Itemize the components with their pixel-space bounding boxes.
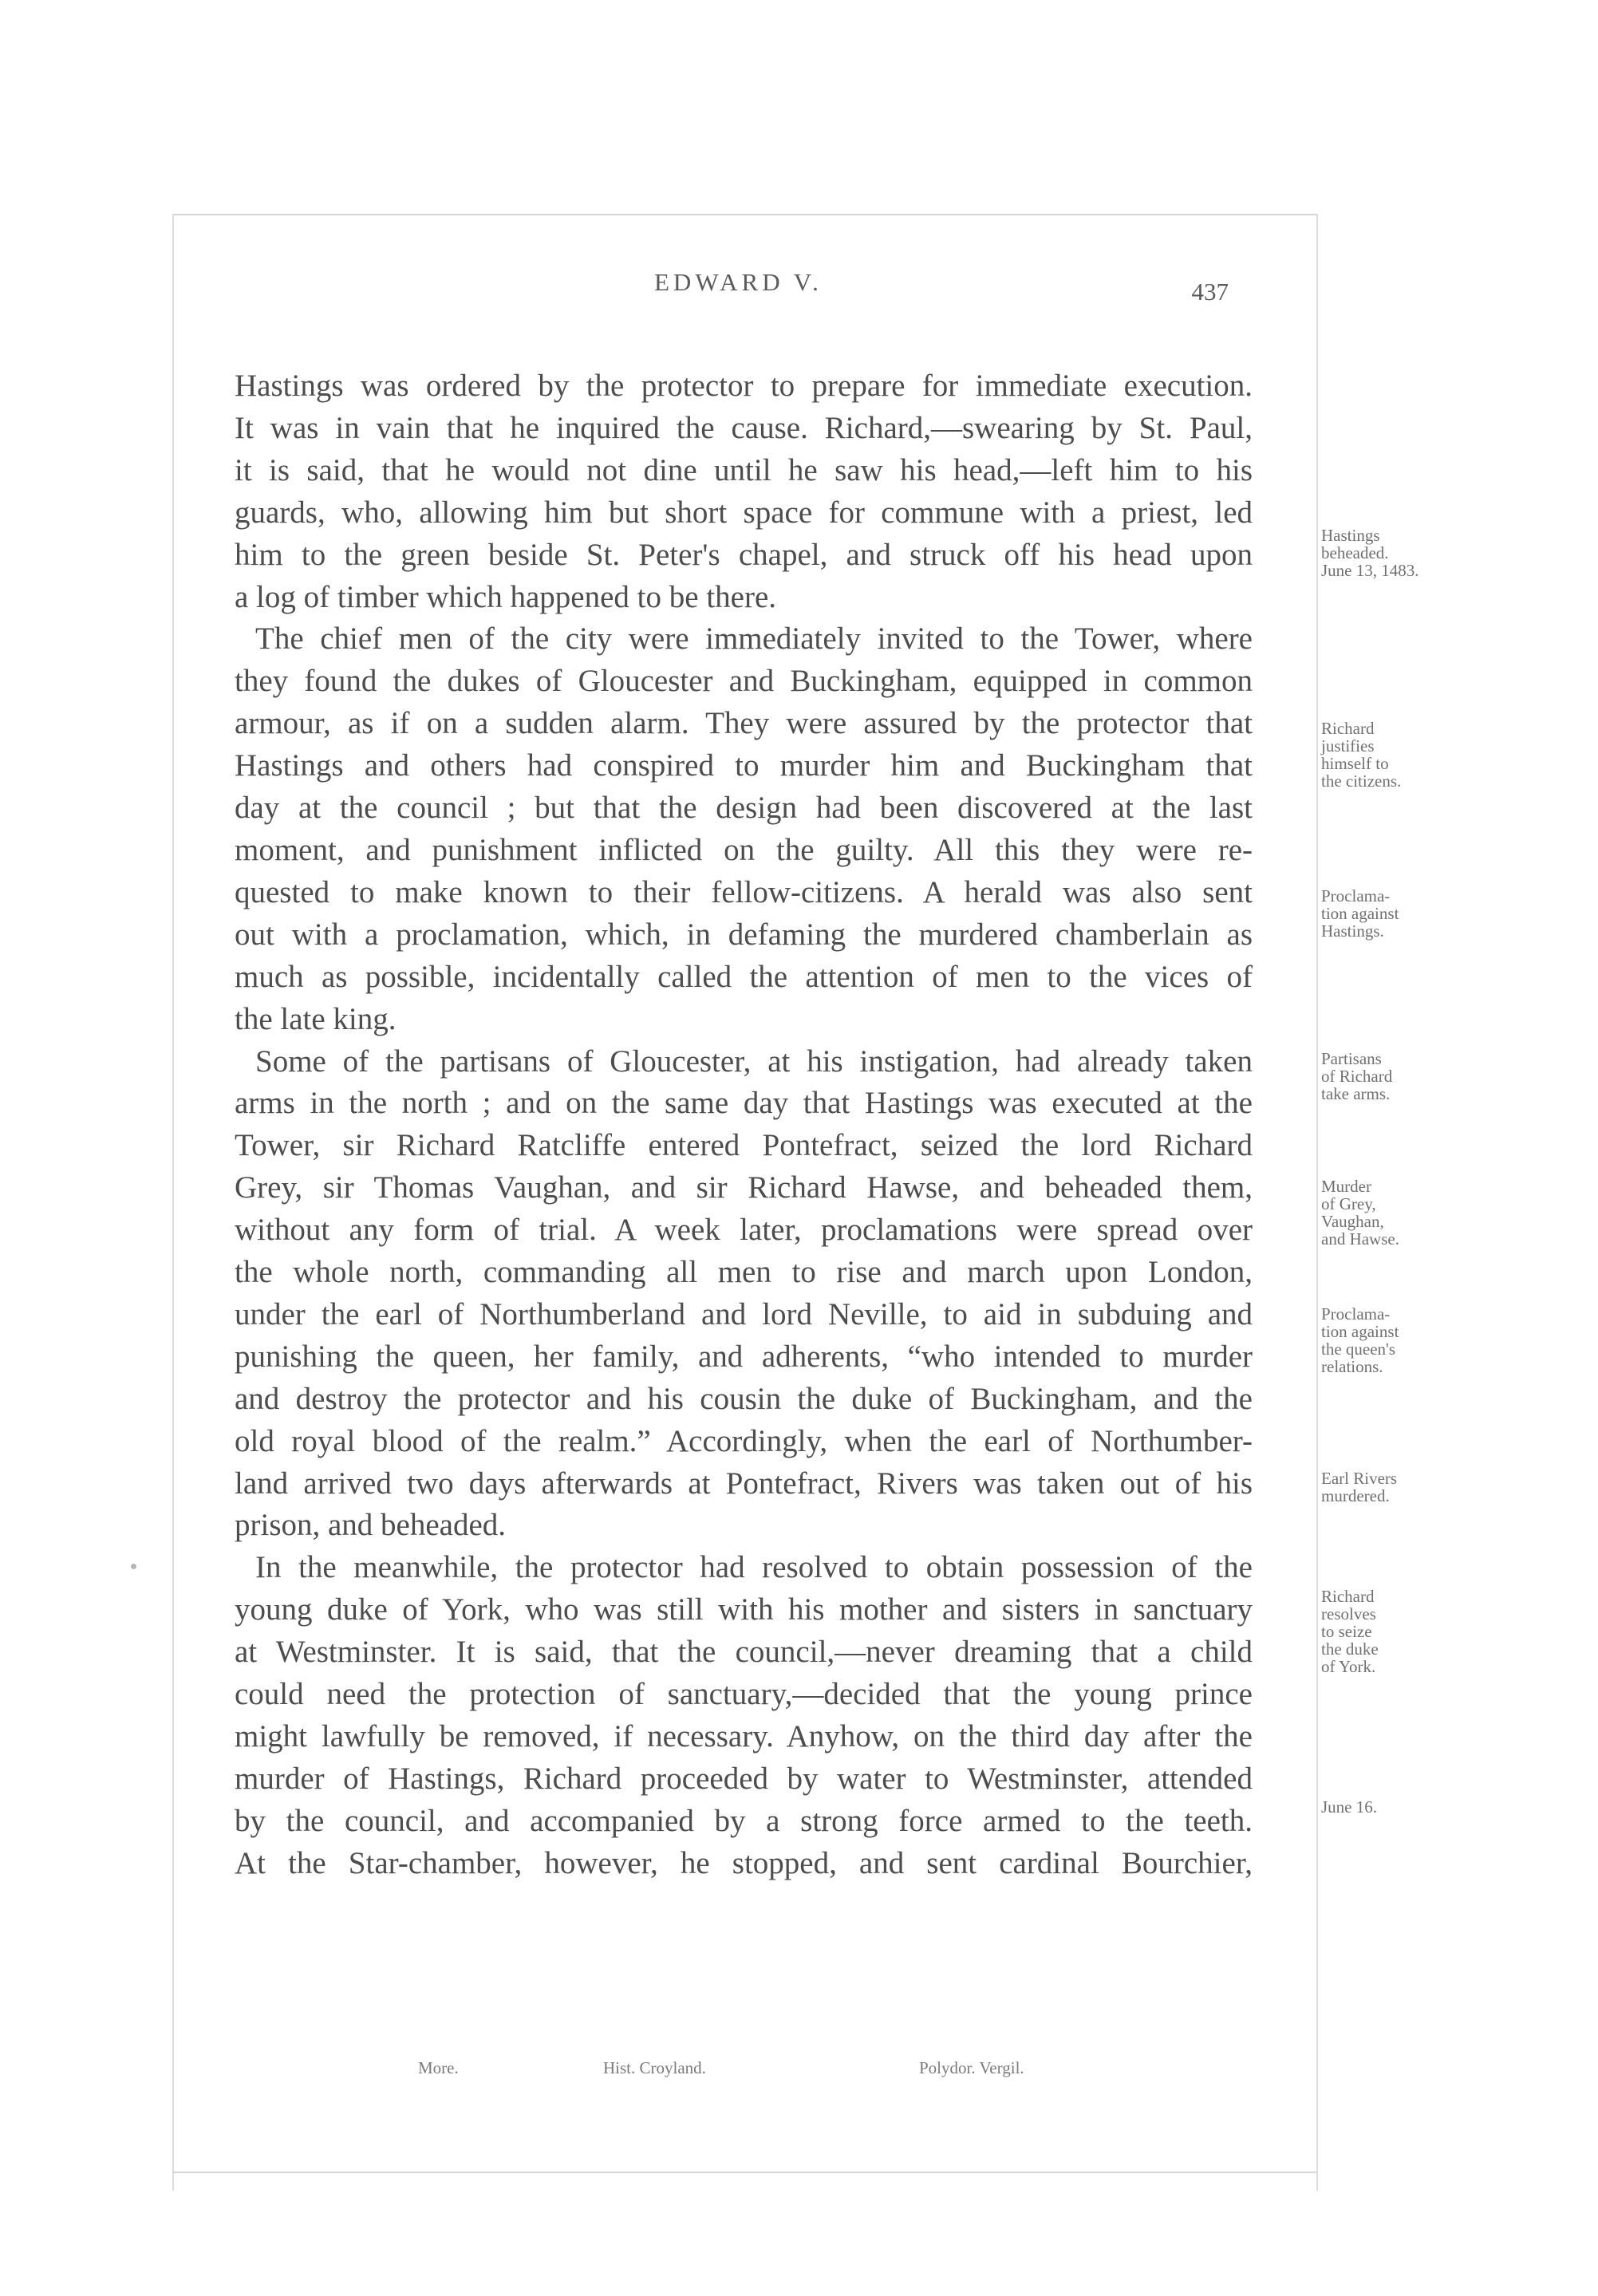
text-line: prison, and beheaded. (235, 1508, 507, 1543)
margin-note-proclamation-queen (1321, 1305, 1441, 1375)
margin-note-line: the duke (1321, 1639, 1379, 1659)
text-line: young duke of York, who was still with his mother and sisters in sanctuary (235, 1592, 1253, 1627)
text-line: armour, as if on a sudden alarm. They were assured by the protector that (235, 706, 1253, 741)
margin-note-june-16 (1321, 1798, 1441, 1816)
text-line: Some of the partisans of Gloucester, at his instigation, had already taken (255, 1043, 1253, 1079)
margin-note-line: relations. (1321, 1357, 1383, 1376)
margin-note-earl-rivers (1321, 1470, 1441, 1505)
text-line: at Westminster. It is said, that the council,—never dreaming that a child (235, 1635, 1253, 1670)
page-frame-top-rule (172, 214, 1317, 215)
text-line: the late king. (235, 1001, 397, 1036)
margin-note-line: murdered. (1321, 1486, 1390, 1505)
text-line: At the Star-chamber, however, he stopped, and sent cardinal Bourchier, (235, 1845, 1253, 1880)
text-line: could need the protection of sanctuary,—decided that the young prince (235, 1677, 1253, 1712)
margin-note-richard-justifies (1321, 720, 1441, 790)
text-line: land arrived two days afterwards at Pontefract, Rivers was taken out of his (235, 1466, 1253, 1501)
running-title: EDWARD V. (654, 268, 823, 296)
text-line: day at the council ; but that the design had been discovered at the last (235, 791, 1253, 826)
page-frame-left-rule (172, 214, 174, 2191)
margin-note-line: of Grey, (1321, 1194, 1376, 1213)
text-line: by the council, and accompanied by a strong force armed to the teeth. (235, 1803, 1253, 1838)
text-line: a log of timber which happened to be there. (235, 579, 777, 614)
margin-note-line: June 16. (1321, 1797, 1377, 1817)
running-head (239, 268, 1229, 316)
text-line: him to the green beside St. Peter's chapel, and struck off his head upon (235, 537, 1253, 572)
margin-note-line: Murder (1321, 1177, 1371, 1196)
text-line: they found the dukes of Gloucester and Buckingham, equipped in common (235, 664, 1253, 699)
margin-note-duke-of-york (1321, 1588, 1441, 1675)
text-line: under the earl of Northumberland and lord Neville, to aid in subduing and (235, 1296, 1253, 1331)
margin-note-line: justifies (1321, 736, 1375, 755)
text-line: guards, who, allowing him but short space for commune with a priest, led (235, 495, 1253, 530)
margin-note-line: himself to (1321, 754, 1389, 773)
margin-note-line: take arms. (1321, 1084, 1391, 1103)
body-text (235, 365, 1253, 1885)
margin-note-line: of York. (1321, 1657, 1376, 1676)
text-line: it is said, that he would not dine until he saw his head,—left him to his (235, 452, 1253, 487)
text-line: and destroy the protector and his cousin the duke of Buckingham, and the (235, 1381, 1253, 1416)
margin-note-murder-grey (1321, 1178, 1441, 1248)
margin-note-line: Vaughan, (1321, 1212, 1384, 1231)
text-line: Hastings and others had conspired to murder him and Buckingham that (235, 748, 1253, 783)
margin-note-line: Hastings. (1321, 921, 1384, 941)
footnotes (239, 2058, 1117, 2090)
text-line: Grey, sir Thomas Vaughan, and sir Richard Hawse, and beheaded them, (235, 1170, 1253, 1205)
margin-note-line: and Hawse. (1321, 1229, 1399, 1249)
margin-note-line: Hastings (1321, 526, 1380, 545)
text-line: quested to make known to their fellow-citizens. A herald was also sent (235, 874, 1253, 909)
margin-note-line: Richard (1321, 1587, 1375, 1606)
margin-note-line: to seize (1321, 1622, 1372, 1641)
text-line: much as possible, incidentally called the attention of men to the vices of (235, 959, 1253, 994)
margin-note-line: resolves (1321, 1604, 1376, 1623)
margin-note-line: Earl Rivers (1321, 1469, 1398, 1488)
text-line: out with a proclamation, which, in defaming the murdered chamberlain as (235, 917, 1253, 952)
footnote-source: Polydor. Vergil. (919, 2058, 1024, 2077)
footnote-source: Hist. Croyland. (603, 2058, 706, 2077)
margin-note-line: Richard (1321, 719, 1375, 738)
text-line: punishing the queen, her family, and adherents, “who intended to murder (235, 1339, 1253, 1374)
text-line: The chief men of the city were immediately invited to the Tower, where (255, 621, 1253, 657)
text-line: It was in vain that he inquired the cause. Richard,—swearing by St. Paul, (235, 410, 1253, 445)
text-line: the whole north, commanding all men to rise and march upon London, (235, 1255, 1253, 1290)
margin-note-line: Partisans (1321, 1049, 1382, 1068)
margin-note-line: tion against (1321, 904, 1399, 923)
margin-note-line: the queen's (1321, 1339, 1396, 1359)
margin-note-line: of Richard (1321, 1067, 1393, 1086)
text-line: In the meanwhile, the protector had resolved to obtain possession of the (255, 1550, 1253, 1585)
text-line: murder of Hastings, Richard proceeded by water to Westminster, attended (235, 1761, 1253, 1796)
text-line: Tower, sir Richard Ratcliffe entered Pontefract, seized the lord Richard (235, 1128, 1253, 1163)
margin-note-line: beheaded. (1321, 543, 1389, 562)
text-line: old royal blood of the realm.” Accordingly, when the earl of Northumber- (235, 1423, 1253, 1458)
margin-note-hastings-beheaded (1321, 527, 1441, 579)
margin-note-proclamation-hastings (1321, 887, 1441, 940)
margin-dot (131, 1564, 136, 1569)
margin-note-partisans (1321, 1050, 1441, 1103)
margin-note-line: tion against (1321, 1322, 1399, 1341)
margin-note-line: Proclama- (1321, 886, 1391, 905)
page-frame-right-rule (1316, 214, 1318, 2191)
text-line: moment, and punishment inflicted on the guilty. All this they were re- (235, 832, 1253, 867)
text-line: Hastings was ordered by the protector to prepare for immediate execution. (235, 369, 1253, 403)
margin-note-line: the citizens. (1321, 771, 1402, 791)
text-line: without any form of trial. A week later, proclamations were spread over (235, 1213, 1253, 1248)
margin-note-line: June 13, 1483. (1321, 561, 1419, 580)
text-line: arms in the north ; and on the same day that Hastings was executed at the (235, 1086, 1253, 1121)
page-number: 437 (1191, 278, 1229, 306)
text-line: might lawfully be removed, if necessary. Anyhow, on the third day after the (235, 1719, 1253, 1754)
footnote-source: More. (418, 2058, 459, 2077)
margin-note-line: Proclama- (1321, 1304, 1391, 1324)
page-frame-bottom-rule (172, 2172, 1317, 2173)
